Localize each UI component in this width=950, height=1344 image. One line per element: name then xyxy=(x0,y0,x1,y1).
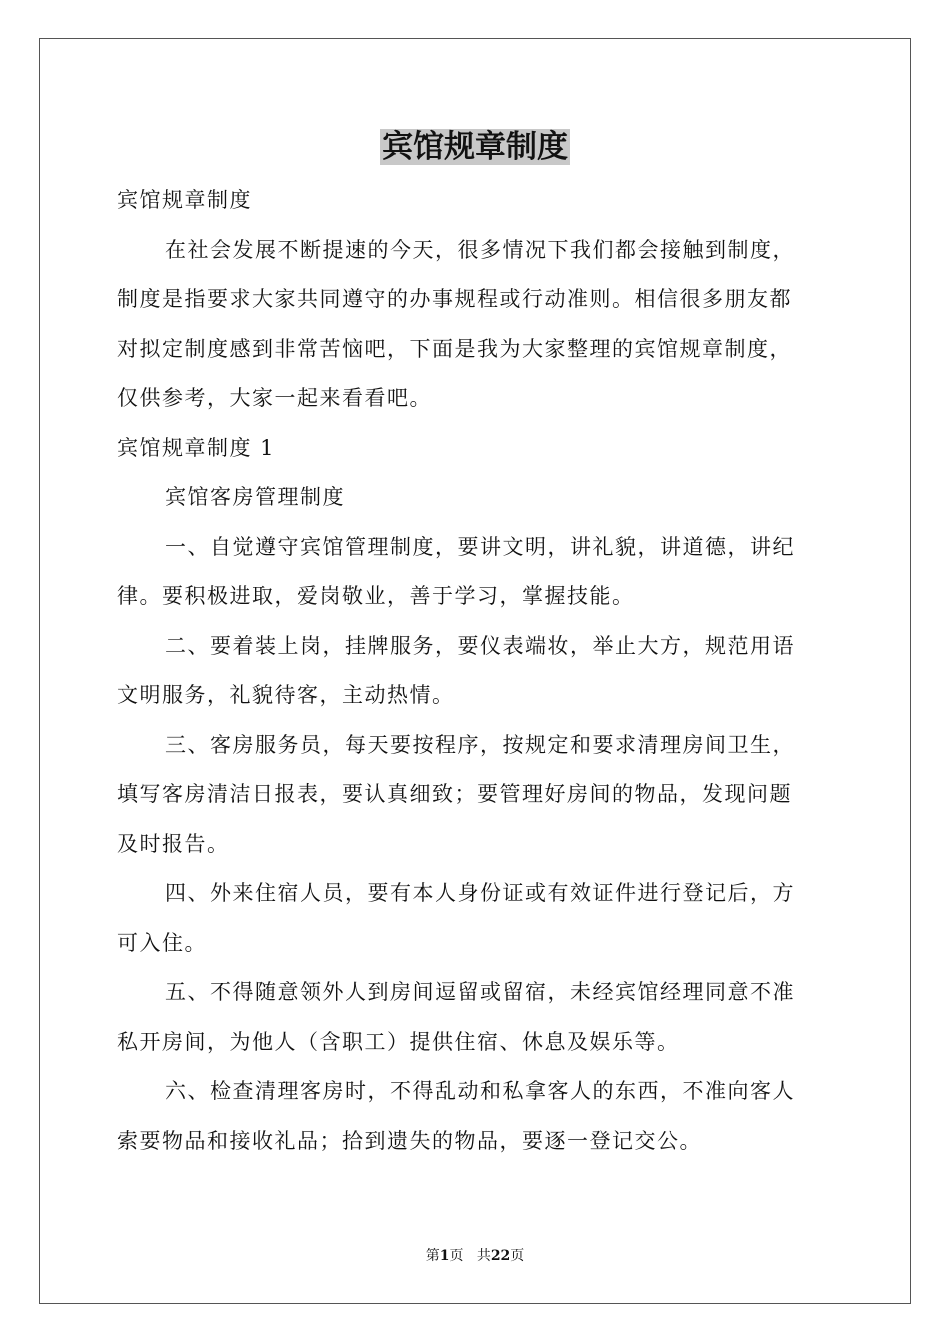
body-line: 六、检查清理客房时，不得乱动和私拿客人的东西，不准向客人 xyxy=(165,1079,795,1103)
body-line: 宾馆客房管理制度 xyxy=(165,485,345,509)
body-line: 四、外来住宿人员，要有本人身份证或有效证件进行登记后，方 xyxy=(165,881,795,905)
body-line: 制度是指要求大家共同遵守的办事规程或行动准则。相信很多朋友都 xyxy=(117,287,792,311)
body-line: 律。要积极进取，爱岗敬业，善于学习，掌握技能。 xyxy=(117,584,635,608)
footer-total-suffix: 页 xyxy=(510,1248,525,1264)
body-line: 宾馆规章制度 1 xyxy=(117,435,276,460)
document-title xyxy=(0,124,950,170)
document-title-text: 宾馆规章制度 xyxy=(382,129,568,165)
body-line: 五、不得随意领外人到房间逗留或留宿，未经宾馆经理同意不准 xyxy=(165,980,795,1004)
body-line: 在社会发展不断提速的今天，很多情况下我们都会接触到制度， xyxy=(165,237,795,262)
body-line: 宾馆规章制度 xyxy=(117,188,252,212)
footer-page-prefix: 第 xyxy=(425,1248,440,1264)
body-line: 填写客房清洁日报表，要认真细致；要管理好房间的物品，发现问题 xyxy=(117,782,792,806)
footer-total-pages: 22 xyxy=(490,1248,511,1264)
body-line: 及时报告。 xyxy=(117,831,230,856)
footer-page-suffix: 页 xyxy=(449,1248,464,1264)
body-line: 二、要着装上岗，挂牌服务，要仪表端妆，举止大方，规范用语 xyxy=(165,633,795,658)
body-line: 索要物品和接收礼品；拾到遗失的物品，要逐一登记交公。 xyxy=(117,1128,702,1153)
body-line: 仅供参考，大家一起来看看吧。 xyxy=(117,386,432,410)
body-line: 对拟定制度感到非常苦恼吧，下面是我为大家整理的宾馆规章制度， xyxy=(117,336,792,361)
document-body xyxy=(117,176,833,1166)
body-line: 可入住。 xyxy=(117,930,207,955)
body-line: 文明服务，礼貌待客，主动热情。 xyxy=(117,683,455,707)
body-line: 私开房间，为他人（含职工）提供住宿、休息及娱乐等。 xyxy=(117,1029,680,1054)
footer-page-number: 1 xyxy=(439,1248,450,1264)
footer-total-prefix: 共 xyxy=(476,1248,491,1264)
page-footer xyxy=(0,1246,950,1266)
body-line: 一、自觉遵守宾馆管理制度，要讲文明，讲礼貌，讲道德，讲纪 xyxy=(165,534,795,559)
body-line: 三、客房服务员，每天要按程序，按规定和要求清理房间卫生， xyxy=(165,732,795,757)
